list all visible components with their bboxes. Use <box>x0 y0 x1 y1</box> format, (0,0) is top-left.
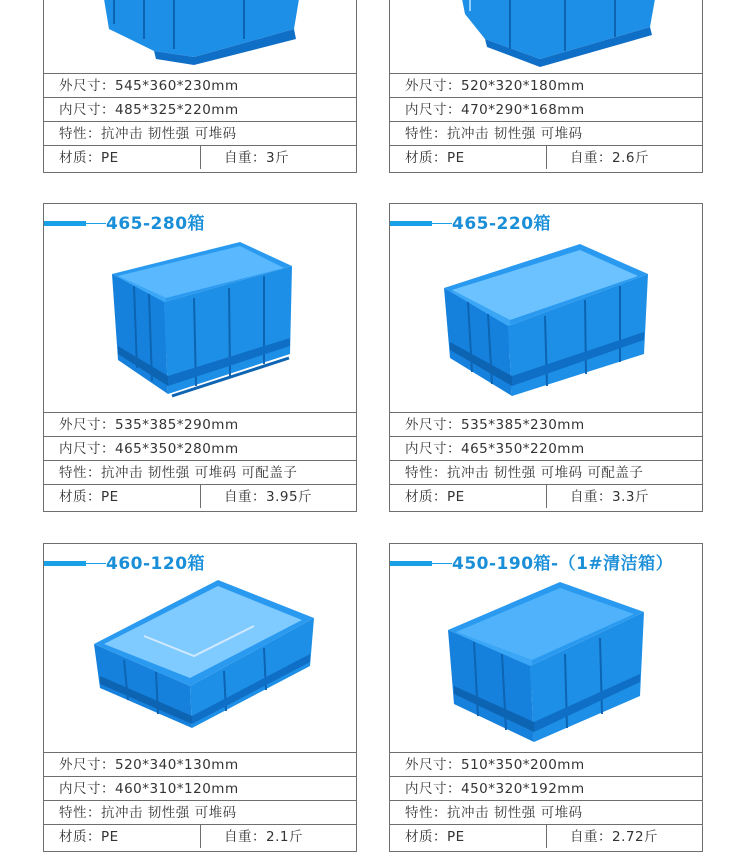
product-card-2 <box>389 0 703 173</box>
inner-size: 内尺寸：485*325*220mm <box>59 102 239 118</box>
weight: 自重：3.3斤 <box>570 489 649 505</box>
feature: 特性：抗冲击 韧性强 可堆码 <box>59 805 237 821</box>
product-image <box>44 0 356 73</box>
cell-divider <box>546 485 547 508</box>
outer-size: 外尺寸：520*320*180mm <box>405 78 585 94</box>
material-row <box>44 824 356 848</box>
feature: 特性：抗冲击 韧性强 可堆码 <box>405 805 583 821</box>
feature-row <box>390 460 702 484</box>
feature-row <box>44 460 356 484</box>
card-title-bar <box>44 544 356 576</box>
product-image <box>44 576 356 752</box>
weight: 自重：2.6斤 <box>570 150 649 166</box>
cell-divider <box>200 146 201 169</box>
cell-divider <box>200 485 201 508</box>
inner-size: 内尺寸：460*310*120mm <box>59 781 239 797</box>
title-line <box>432 563 452 564</box>
product-image <box>390 236 702 412</box>
inner-size-row <box>44 97 356 121</box>
cell-divider <box>200 825 201 848</box>
material: 材质：PE <box>405 150 465 166</box>
title-line <box>86 563 106 564</box>
inner-size-row <box>44 776 356 800</box>
outer-size: 外尺寸：535*385*230mm <box>405 417 585 433</box>
feature: 特性：抗冲击 韧性强 可堆码 <box>59 126 237 142</box>
outer-size-row <box>44 73 356 97</box>
title-stripe <box>390 221 432 226</box>
title-line <box>432 223 452 224</box>
feature: 特性：抗冲击 韧性强 可堆码 可配盖子 <box>59 465 298 481</box>
product-card-6 <box>389 543 703 852</box>
weight: 自重：2.1斤 <box>224 829 303 845</box>
card-title-bar <box>44 204 356 236</box>
title-line <box>86 223 106 224</box>
title-stripe <box>44 561 86 566</box>
outer-size-row <box>390 412 702 436</box>
inner-size: 内尺寸：470*290*168mm <box>405 102 585 118</box>
weight: 自重：2.72斤 <box>570 829 659 845</box>
feature: 特性：抗冲击 韧性强 可堆码 可配盖子 <box>405 465 644 481</box>
outer-size: 外尺寸：520*340*130mm <box>59 757 239 773</box>
cell-divider <box>546 825 547 848</box>
material: 材质：PE <box>59 150 119 166</box>
inner-size-row <box>390 436 702 460</box>
inner-size-row <box>44 436 356 460</box>
outer-size: 外尺寸：545*360*230mm <box>59 78 239 94</box>
inner-size: 内尺寸：450*320*192mm <box>405 781 585 797</box>
card-title-bar <box>390 544 702 576</box>
card-title-bar <box>390 204 702 236</box>
product-image <box>44 236 356 412</box>
inner-size-row <box>390 776 702 800</box>
outer-size: 外尺寸：510*350*200mm <box>405 757 585 773</box>
outer-size-row <box>44 412 356 436</box>
material-row <box>44 484 356 508</box>
outer-size-row <box>44 752 356 776</box>
weight: 自重：3.95斤 <box>224 489 313 505</box>
material-row <box>44 145 356 169</box>
material: 材质：PE <box>59 829 119 845</box>
inner-size: 内尺寸：465*350*220mm <box>405 441 585 457</box>
feature-row <box>390 800 702 824</box>
material: 材质：PE <box>59 489 119 505</box>
cell-divider <box>546 146 547 169</box>
product-image <box>390 0 702 73</box>
card-title: 460-120箱 <box>106 554 206 574</box>
product-card-4 <box>389 203 703 512</box>
feature: 特性：抗冲击 韧性强 可堆码 <box>405 126 583 142</box>
material: 材质：PE <box>405 489 465 505</box>
title-stripe <box>390 561 432 566</box>
product-card-5 <box>43 543 357 852</box>
material-row <box>390 145 702 169</box>
product-card-3 <box>43 203 357 512</box>
outer-size-row <box>390 73 702 97</box>
card-title: 450-190箱-（1#清洁箱） <box>452 554 674 574</box>
inner-size-row <box>390 97 702 121</box>
outer-size: 外尺寸：535*385*290mm <box>59 417 239 433</box>
feature-row <box>390 121 702 145</box>
feature-row <box>44 800 356 824</box>
weight: 自重：3斤 <box>224 150 290 166</box>
material-row <box>390 484 702 508</box>
card-title: 465-280箱 <box>106 214 206 234</box>
product-image <box>390 576 702 752</box>
card-title: 465-220箱 <box>452 214 552 234</box>
product-card-1 <box>43 0 357 173</box>
feature-row <box>44 121 356 145</box>
title-stripe <box>44 221 86 226</box>
material: 材质：PE <box>405 829 465 845</box>
inner-size: 内尺寸：465*350*280mm <box>59 441 239 457</box>
outer-size-row <box>390 752 702 776</box>
material-row <box>390 824 702 848</box>
